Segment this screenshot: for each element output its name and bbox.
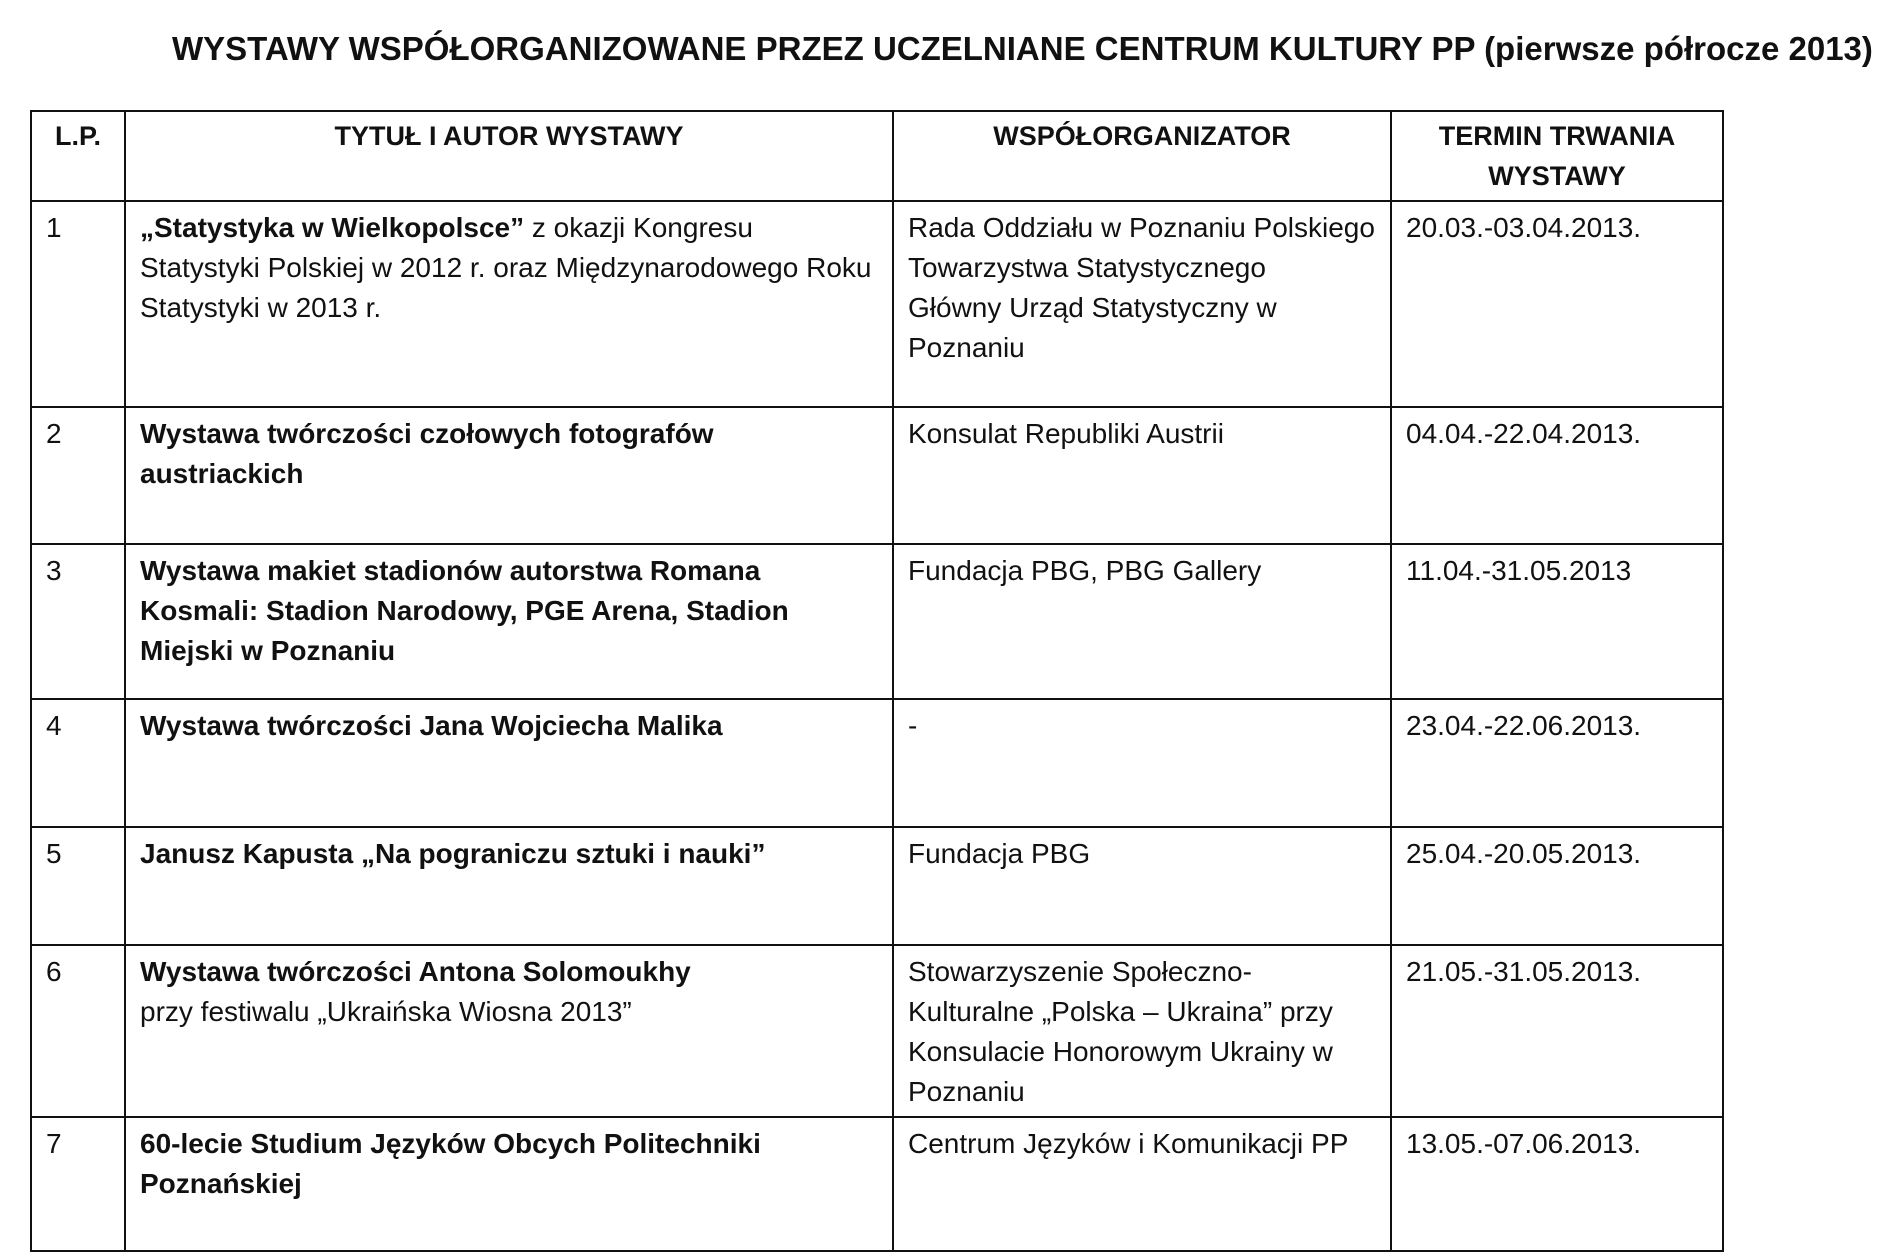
exhibition-title bbox=[125, 827, 893, 945]
exhibition-term: 11.04.-31.05.2013 bbox=[1391, 544, 1723, 699]
co-organizer-line: Główny Urząd Statystyczny w Poznaniu bbox=[908, 292, 1277, 363]
row-number: 5 bbox=[31, 827, 125, 945]
exhibition-title-bold: Wystawa makiet stadionów autorstwa Romana Kosmali: Stadion Narodowy, PGE Arena, Stadion Miejski w Poznaniu bbox=[140, 555, 789, 666]
table-row bbox=[31, 827, 1723, 945]
header-co-organizer: WSPÓŁORGANIZATOR bbox=[893, 111, 1391, 201]
co-organizer-line: Rada Oddziału w Poznaniu Polskiego Towarzystwa Statystycznego bbox=[908, 212, 1375, 283]
exhibition-title-rest: przy festiwalu „Ukraińska Wiosna 2013” bbox=[140, 996, 632, 1027]
header-term-line-2: WYSTAWY bbox=[1488, 161, 1626, 191]
table-row bbox=[31, 945, 1723, 1117]
co-organizer bbox=[893, 945, 1391, 1117]
exhibition-term: 25.04.-20.05.2013. bbox=[1391, 827, 1723, 945]
page-title: WYSTAWY WSPÓŁORGANIZOWANE PRZEZ UCZELNIANE CENTRUM KULTURY PP (pierwsze półrocze 2013) bbox=[172, 30, 1873, 67]
exhibition-term: 21.05.-31.05.2013. bbox=[1391, 945, 1723, 1117]
exhibition-term: 20.03.-03.04.2013. bbox=[1391, 201, 1723, 407]
table-row bbox=[31, 544, 1723, 699]
exhibition-title bbox=[125, 544, 893, 699]
exhibition-term: 23.04.-22.06.2013. bbox=[1391, 699, 1723, 827]
row-number: 1 bbox=[31, 201, 125, 407]
co-organizer bbox=[893, 1117, 1391, 1251]
exhibition-title-bold: 60-lecie Studium Języków Obcych Politechniki Poznańskiej bbox=[140, 1128, 761, 1199]
exhibition-title-bold: Wystawa twórczości Jana Wojciecha Malika bbox=[140, 710, 723, 741]
exhibition-title bbox=[125, 201, 893, 407]
exhibition-title bbox=[125, 945, 893, 1117]
exhibitions-table bbox=[30, 110, 1724, 1252]
co-organizer bbox=[893, 201, 1391, 407]
exhibition-title bbox=[125, 407, 893, 544]
co-organizer bbox=[893, 699, 1391, 827]
row-number: 6 bbox=[31, 945, 125, 1117]
exhibition-term: 13.05.-07.06.2013. bbox=[1391, 1117, 1723, 1251]
co-organizer-line: - bbox=[908, 710, 918, 741]
exhibition-title-bold: Wystawa twórczości czołowych fotografów austriackich bbox=[140, 418, 714, 489]
co-organizer-line: Centrum Języków i Komunikacji PP bbox=[908, 1128, 1349, 1159]
table-row bbox=[31, 1117, 1723, 1251]
table-row bbox=[31, 699, 1723, 827]
header-term-line-1: TERMIN TRWANIA bbox=[1438, 121, 1676, 151]
co-organizer bbox=[893, 544, 1391, 699]
table-header-row bbox=[31, 111, 1723, 201]
exhibition-title bbox=[125, 699, 893, 827]
table-row bbox=[31, 201, 1723, 407]
exhibition-title bbox=[125, 1117, 893, 1251]
exhibition-term: 04.04.-22.04.2013. bbox=[1391, 407, 1723, 544]
table-row bbox=[31, 407, 1723, 544]
exhibition-title-rest: z okazji Kongresu Statystyki Polskiej w 2012 r. oraz Międzynarodowego Roku Statystyki w 2013 r. bbox=[140, 212, 872, 323]
co-organizer bbox=[893, 827, 1391, 945]
exhibition-title-bold: „Statystyka w Wielkopolsce” bbox=[140, 212, 525, 243]
co-organizer-line: Fundacja PBG, PBG Gallery bbox=[908, 555, 1262, 586]
exhibition-title-bold: Wystawa twórczości Antona Solomoukhy bbox=[140, 956, 691, 987]
co-organizer bbox=[893, 407, 1391, 544]
exhibition-title-bold: Janusz Kapusta „Na pograniczu sztuki i nauki” bbox=[140, 838, 766, 869]
row-number: 3 bbox=[31, 544, 125, 699]
co-organizer-line: Konsulat Republiki Austrii bbox=[908, 418, 1224, 449]
header-title-author: TYTUŁ I AUTOR WYSTAWY bbox=[125, 111, 893, 201]
co-organizer-line: Stowarzyszenie Społeczno-Kulturalne „Polska – Ukraina” przy Konsulacie Honorowym Ukrainy w Poznaniu bbox=[908, 956, 1333, 1107]
header-term bbox=[1391, 111, 1723, 201]
co-organizer-line: Fundacja PBG bbox=[908, 838, 1091, 869]
row-number: 7 bbox=[31, 1117, 125, 1251]
row-number: 2 bbox=[31, 407, 125, 544]
row-number: 4 bbox=[31, 699, 125, 827]
header-lp: L.P. bbox=[31, 111, 125, 201]
